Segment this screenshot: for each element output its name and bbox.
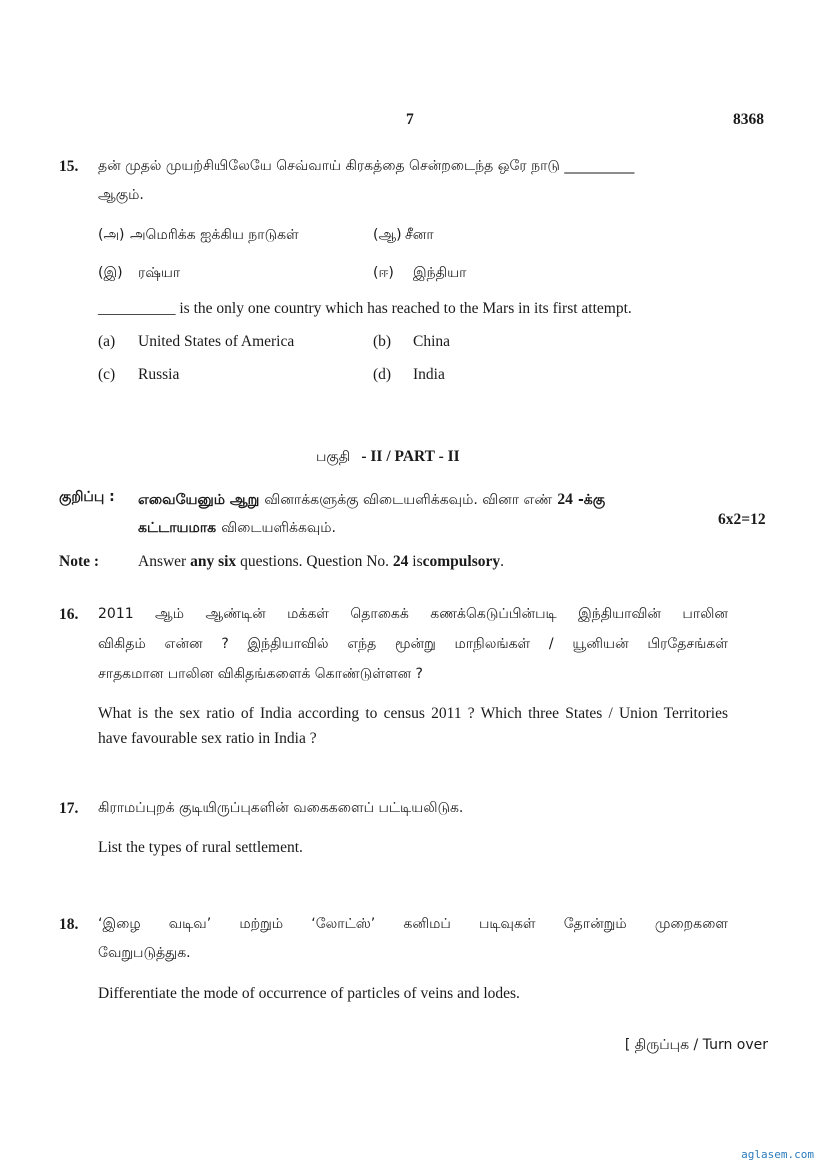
option-label: (d) [373,366,392,383]
turn-over [625,1036,768,1055]
question-english-line: have favourable sex ratio in India ? [98,730,317,747]
watermark: aglasem.com [741,1148,814,1161]
note-tamil-line2 [138,517,336,538]
part-heading-tamil: பகுதி [316,449,351,465]
option-text: India [413,366,445,383]
marks: 6x2=12 [718,511,766,528]
option-label: (ஈ) [373,265,394,281]
part-heading-english: - II / PART - II [361,448,460,465]
option-text: இந்தியா [413,265,467,281]
note-number: 24 [392,553,409,570]
question-tamil-line: வேறுபடுத்துக. [98,945,191,961]
turn-over-text: [ திருப்புக / Turn over [624,1037,768,1053]
question-tamil-line: விகிதம் என்ன ? இந்தியாவில் எந்த மூன்று மாநிலங்கள் / யூனியன் பிரதேசங்கள் [98,636,728,652]
option-text: அமெரிக்க ஐக்கிய நாடுகள் [130,227,299,243]
note-text-part: is [412,553,423,570]
page-number: 7 [406,111,414,128]
question-tamil-line: ஆகும். [98,187,144,203]
note-tamil-text: விடையளிக்கவும். [221,520,337,536]
note-text-part: . [500,553,504,570]
question-tamil-line: ‘இழை வடிவ’ மற்றும் ‘லோட்ஸ்’ கனிமப் படிவுகள் தோன்றும் முறைகளை [98,916,728,932]
question-tamil-line: 2011 ஆம் ஆண்டின் மக்கள் தொகைக் கணக்கெடுப்பின்படி இந்தியாவின் பாலின [98,606,728,622]
option-label: (a) [98,333,116,350]
note-label: Note : [59,553,100,570]
question-english-line: Differentiate the mode of occurrence of particles of veins and lodes. [98,985,520,1002]
question-english: __________ is the only one country which has reached to the Mars in its first attempt. [98,300,632,317]
part-heading [316,446,460,467]
question-tamil-line: கிராமப்புறக் குடியிருப்புகளின் வகைகளைப் பட்டியலிடுக. [98,800,464,816]
question-number: 16. [59,606,79,623]
note-text-part: questions. Question No. [240,553,390,570]
note-emphasis: compulsory [422,553,501,570]
note-tamil-emphasis: எவையேனும் ஆறு [138,492,260,508]
question-english-line: What is the sex ratio of India according to census 2011 ? Which three States / Union Territories [98,705,728,722]
question-english-line: List the types of rural settlement. [98,839,303,856]
note-text-part: Answer [138,553,187,570]
question-tamil-line: சாதகமான பாலின விகிதங்களைக் கொண்டுள்ளன ? [98,666,423,682]
question-number: 18. [59,916,79,933]
note-emphasis: any six [190,553,237,570]
note-tamil-number: 24 [557,491,573,508]
option-text: United States of America [138,333,295,350]
question-number: 15. [59,158,79,175]
note-tamil-emphasis: கட்டாயமாக [138,520,217,536]
note-tamil-line1 [138,489,605,510]
option-label: (அ) [98,227,125,243]
note-text [138,553,504,571]
paper-code: 8368 [733,111,764,128]
question-number: 17. [59,800,79,817]
option-text: ரஷ்யா [138,265,181,281]
note-tamil-label: குறிப்பு : [59,489,115,505]
option-label: (b) [373,333,392,350]
option-text: China [413,333,451,350]
option-label: (c) [98,366,116,383]
option-text: சீனா [405,227,434,243]
question-tamil-line: தன் முதல் முயற்சியிலேயே செவ்வாய் கிரகத்தை சென்றடைந்த ஒரே நாடு __________ [98,158,635,174]
note-tamil-text: வினாக்களுக்கு விடையளிக்கவும். வினா எண் [264,492,553,508]
note-tamil-suffix: -க்கு [577,492,606,508]
option-label: (ஆ) [373,227,402,243]
option-text: Russia [138,366,180,383]
option-label: (இ) [98,265,123,281]
